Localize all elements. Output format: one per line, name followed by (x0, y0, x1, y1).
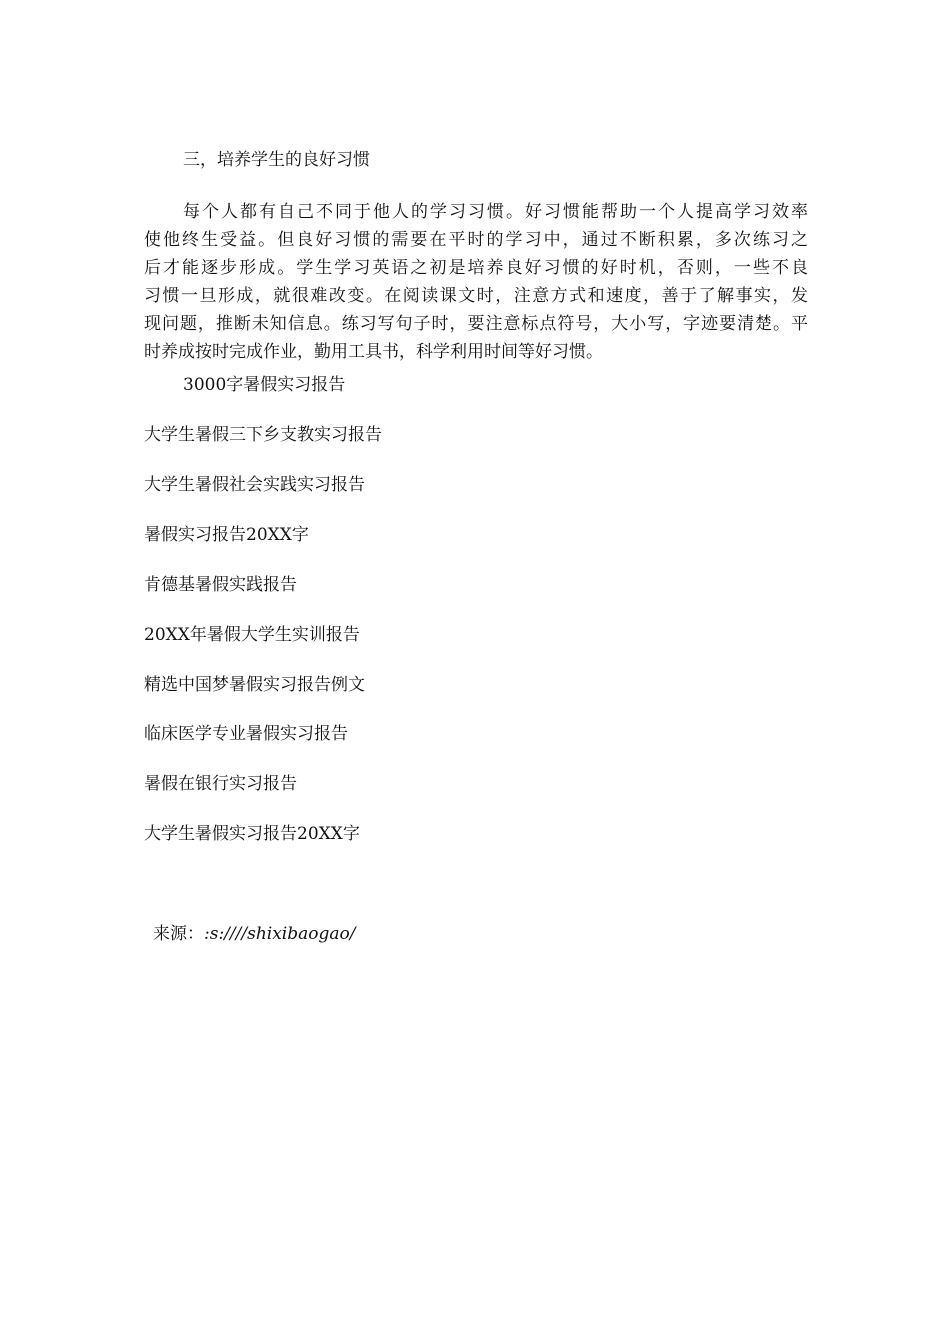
body-paragraph (144, 198, 808, 366)
paragraph-line: 每个人都有自己不同于他人的学习习惯。好习惯能帮助一个人提高学习效率 (183, 202, 808, 222)
related-link-internship-report-20xx[interactable]: 暑假实习报告20XX字 (144, 525, 309, 545)
related-link-social-practice-report[interactable]: 大学生暑假社会实践实习报告 (144, 475, 365, 495)
related-link-kfc-report[interactable]: 肯德基暑假实践报告 (144, 575, 297, 595)
source-line (153, 922, 355, 946)
related-link-china-dream-report[interactable]: 精选中国梦暑假实习报告例文 (144, 675, 365, 695)
paragraph-line: 习惯一旦形成，就很难改变。在阅读课文时，注意方式和速度，善于了解事实，发 (144, 286, 808, 306)
related-link-teaching-report[interactable]: 大学生暑假三下乡支教实习报告 (144, 425, 382, 445)
related-link-bank-report[interactable]: 暑假在银行实习报告 (144, 774, 297, 794)
paragraph-line: 时养成按时完成作业，勤用工具书，科学利用时间等好习惯。 (144, 342, 603, 362)
source-url[interactable]: :s:////shixibaogao/ (204, 924, 356, 944)
paragraph-line: 现问题，推断未知信息。练习写句子时，要注意标点符号，大小写，字迹要清楚。平 (144, 314, 808, 334)
related-link-clinical-medicine-report[interactable]: 临床医学专业暑假实习报告 (144, 724, 348, 744)
section-heading: 三，培养学生的良好习惯 (183, 150, 370, 170)
paragraph-line: 后才能逐步形成。学生学习英语之初是培养良好习惯的好时机，否则，一些不良 (144, 258, 808, 278)
related-link-training-report[interactable]: 20XX年暑假大学生实训报告 (144, 625, 360, 645)
paragraph-line: 使他终生受益。但良好习惯的需要在平时的学习中，通过不断积累，多次练习之 (144, 230, 808, 250)
source-label: 来源： (153, 924, 204, 944)
related-link-student-report-20xx[interactable]: 大学生暑假实习报告20XX字 (144, 824, 360, 844)
related-link-3000-word-report[interactable]: 3000字暑假实习报告 (183, 375, 346, 395)
